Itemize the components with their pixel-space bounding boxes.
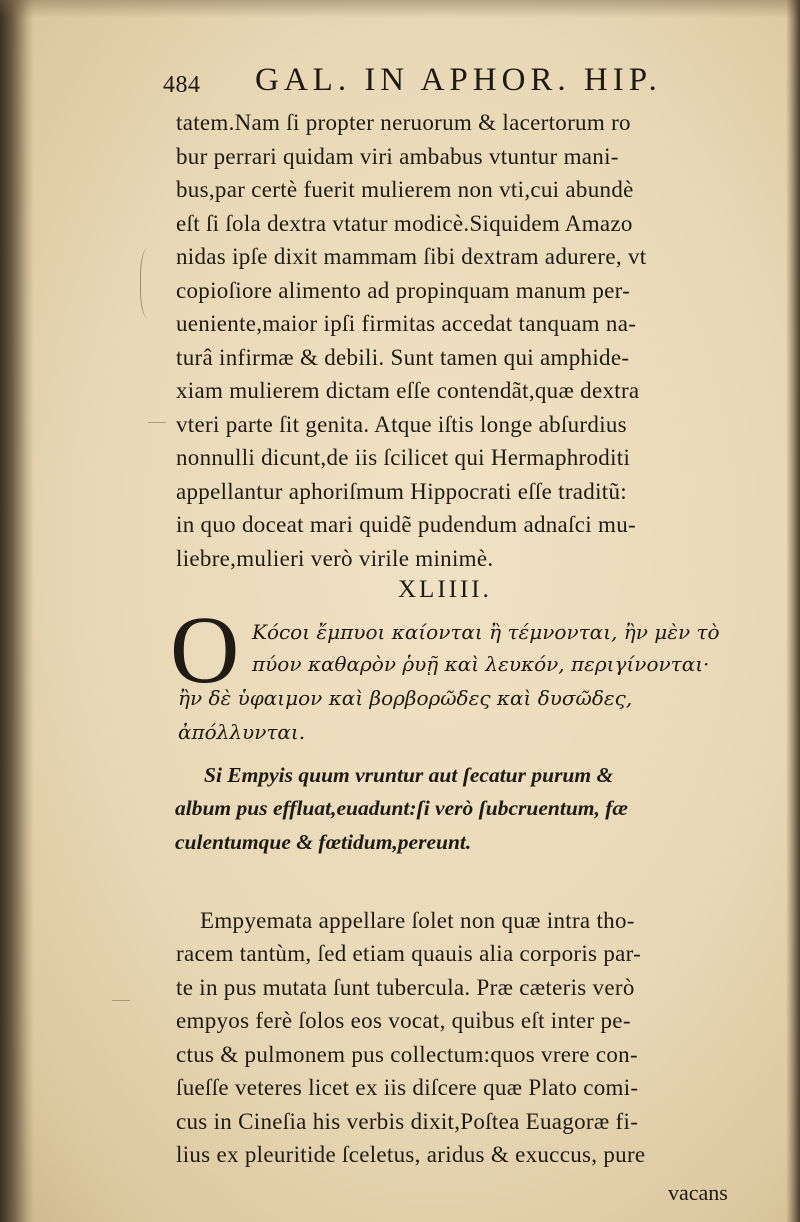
text-line: empyos ferè ſolos eos vocat, quibus eſt inter pe- <box>176 1008 631 1033</box>
aphorism-number: XLIIII. <box>398 576 492 603</box>
text-line: cus in Cineſia his verbis dixit,Poſtea Euagoræ fi- <box>176 1109 639 1134</box>
text-line: turâ infirmæ & debili. Sunt tamen qui amphide- <box>176 345 630 370</box>
text-line: xiam mulierem dictam eſſe contendãt,quæ dextra <box>176 378 640 403</box>
greek-line: Κόϲοι ἔμπυοι καίονται ἢ τέμνονται, ἢν μὲν τὸ <box>252 620 720 644</box>
marginal-bracket-mark <box>140 248 159 318</box>
text-line: Empyemata appellare ſolet non quæ intra tho- <box>200 908 635 933</box>
greek-line: πύον καθαρὸν ῥυῇ καὶ λευκόν, περιγίνονται· <box>252 652 710 676</box>
text-line: eſt ſi ſola dextra vtatur modicè.Siquidem Amazo <box>176 211 633 236</box>
running-title: GAL. IN APHOR. HIP. <box>255 62 662 98</box>
text-line: vteri parte ſit genita. Atque iſtis longe abſurdius <box>176 412 627 437</box>
text-line: tatem.Nam ſi propter neruorum & lacertorum ro <box>176 110 631 135</box>
text-line: lius ex pleuritide ſceletus, aridus & exuccus, pure <box>176 1142 646 1167</box>
text-line: te in pus mutata ſunt tubercula. Præ cæteris verò <box>176 975 635 1000</box>
greek-line: ἀπόλλυνται. <box>178 720 306 744</box>
marginal-tick-mark <box>112 1000 130 1001</box>
text-line: copioſiore alimento ad propinquam manum per- <box>176 278 631 303</box>
text-line: appellantur aphoriſmum Hippocrati eſſe traditũ: <box>176 479 627 504</box>
page-right-edge <box>786 0 800 1222</box>
text-line: liebre,mulieri verò virile minimè. <box>176 546 494 571</box>
folio-number: 484 <box>163 72 201 98</box>
text-line: in quo doceat mari quidẽ pudendum adnaſci mu- <box>176 512 636 537</box>
page-top-edge <box>0 0 800 18</box>
text-line: bus,par certè fuerit mulierem non vti,cui abundè <box>176 177 634 202</box>
drop-cap-initial: O <box>170 596 240 703</box>
running-head <box>163 62 723 102</box>
marginal-tick-mark <box>148 422 166 423</box>
text-line: ctus & pulmonem pus collectum:quos vrere con- <box>176 1042 638 1067</box>
text-line: racem tantùm, ſed etiam quauis alia corporis par- <box>176 941 642 966</box>
text-line: bur perrari quidam viri ambabus vtuntur mani- <box>176 144 619 169</box>
text-line: ueniente,maior ipſi firmitas accedat tanquam na- <box>176 311 637 336</box>
text-line: nonnulli dicunt,de iis ſcilicet qui Hermaphroditi <box>176 445 631 470</box>
translation-line: album pus effluat,euadunt:ſi verò ſubcruentum, fæ <box>175 796 628 820</box>
text-line: nidas ipſe dixit mammam ſibi dextram adurere, vt <box>176 244 647 269</box>
catchword: vacans <box>668 1180 728 1205</box>
text-line: ſueſſe veteres licet ex iis diſcere quæ Plato comi- <box>176 1075 639 1100</box>
translation-line: Si Empyis quum vruntur aut ſecatur purum & <box>204 763 614 787</box>
translation-line: culentumque & fœtidum,pereunt. <box>175 830 472 854</box>
greek-line: ἢν δὲ ὑφαιμον καὶ βορβορῶδες καὶ δυσῶδες, <box>178 686 633 710</box>
page-gutter-shadow <box>0 0 34 1222</box>
